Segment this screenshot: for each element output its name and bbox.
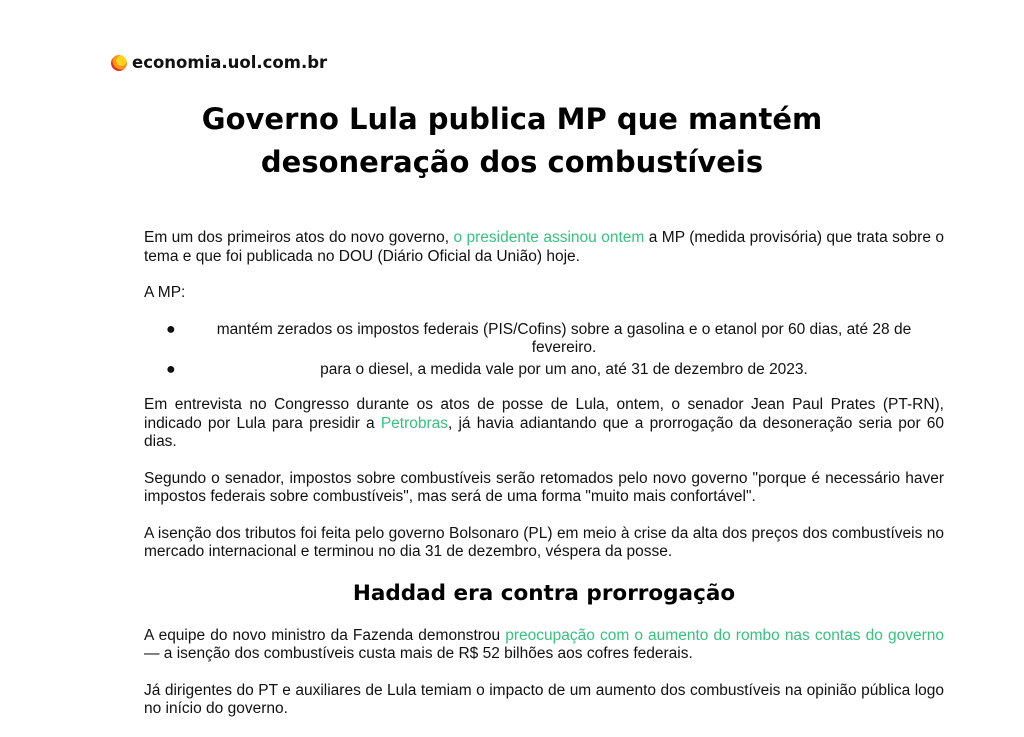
paragraph-3-text-a: Em entrevista no Congresso durante os atos de posse de Lula, ontem, o senador Jean Paul Prates (PT-RN), indicado por Lula para presidir a bbox=[144, 396, 944, 432]
paragraph-6 bbox=[144, 627, 944, 664]
paragraph-4: Segundo o senador, impostos sobre combustíveis serão retomados pelo novo governo "porque é necessário haver impostos federais sobre combustíveis", mas será de uma forma "muito mais confortável". bbox=[144, 469, 944, 505]
list-item bbox=[144, 361, 944, 380]
uol-logo-icon bbox=[111, 55, 127, 71]
bullet-icon: ● bbox=[166, 360, 176, 378]
paragraph-6-text-b: — a isenção dos combustíveis custa mais de R$ 52 bilhões aos cofres federais. bbox=[144, 645, 693, 662]
bullet-icon: ● bbox=[166, 320, 176, 338]
mp-list bbox=[144, 321, 944, 380]
paragraph-3 bbox=[144, 396, 944, 452]
paragraph-2: A MP: bbox=[144, 284, 186, 301]
article-body bbox=[144, 229, 944, 737]
site-name[interactable]: economia.uol.com.br bbox=[132, 53, 328, 72]
link-presidente-assinou[interactable]: o presidente assinou ontem bbox=[453, 229, 645, 246]
link-petrobras[interactable]: Petrobras bbox=[380, 414, 449, 432]
paragraph-7: Já dirigentes do PT e auxiliares de Lula temiam o impacto de um aumento dos combustíveis na opinião pública logo no início do governo. bbox=[144, 681, 944, 717]
paragraph-3-text-b: , já havia adiantando que a prorrogação da desoneração seria por 60 dias. bbox=[144, 414, 945, 450]
paragraph-1 bbox=[144, 229, 944, 266]
paragraph-6-text-a: A equipe do novo ministro da Fazenda demonstrou bbox=[144, 626, 506, 644]
paragraph-5: A isenção dos tributos foi feita pelo governo Bolsonaro (PL) em meio à crise da alta dos preços dos combustíveis no mercado internacional e terminou no dia 31 de dezembro, véspera da posse. bbox=[144, 524, 944, 560]
list-item-text: mantém zerados os impostos federais (PIS/Cofins) sobre a gasolina e o etanol por 60 dias, até 28 de fevereiro. bbox=[216, 320, 912, 356]
list-item-text: para o diesel, a medida vale por um ano, até 31 de dezembro de 2023. bbox=[320, 360, 808, 378]
link-rombo-contas[interactable]: preocupação com o aumento do rombo nas contas do governo bbox=[505, 626, 944, 644]
list-item bbox=[144, 321, 944, 358]
article-title: Governo Lula publica MP que mantém desoneração dos combustíveis bbox=[201, 102, 823, 179]
paragraph-1-text-a: Em um dos primeiros atos do novo governo, bbox=[144, 229, 454, 246]
paragraph-1-text-b: a MP (medida provisória) que trata sobre o tema e que foi publicada no DOU (Diário Oficial da União) hoje. bbox=[144, 229, 944, 265]
site-header bbox=[111, 53, 327, 72]
section-heading: Haddad era contra prorrogação bbox=[352, 580, 736, 606]
